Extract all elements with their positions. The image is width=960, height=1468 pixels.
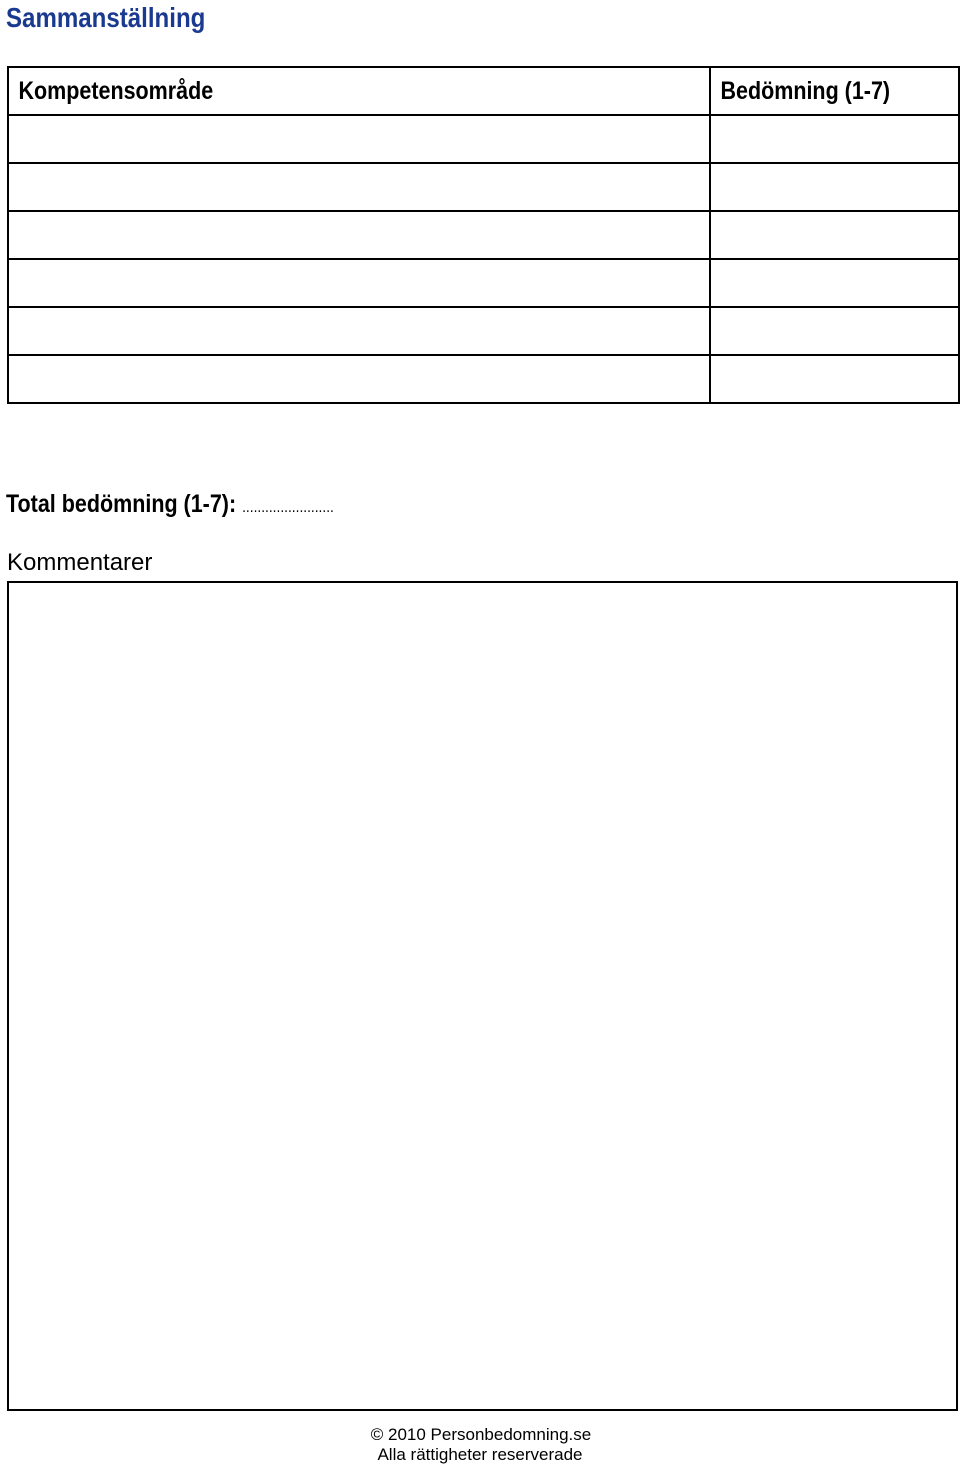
table-header-row [8, 67, 959, 115]
competence-area-cell[interactable] [8, 307, 710, 355]
footer-copyright: © 2010 Personbedomning.se [370, 1425, 592, 1444]
competence-area-cell[interactable] [8, 355, 710, 403]
table-row [8, 355, 959, 403]
comments-heading: Kommentarer [7, 549, 153, 576]
competence-area-cell[interactable] [8, 259, 710, 307]
competence-summary-table [7, 66, 960, 404]
total-rating-field[interactable]: ........................ [242, 499, 334, 516]
rating-cell[interactable] [710, 211, 959, 259]
total-rating-line [6, 486, 334, 526]
footer-rights: Alla rättigheter reserverade [377, 1445, 583, 1464]
competence-area-cell[interactable] [8, 115, 710, 163]
rating-cell[interactable] [710, 355, 959, 403]
table-row [8, 115, 959, 163]
total-rating-label: Total bedömning (1-7): [6, 490, 237, 518]
table-row [8, 259, 959, 307]
column-header-rating: Bedömning (1-7) [710, 67, 959, 115]
rating-cell[interactable] [710, 115, 959, 163]
competence-area-cell[interactable] [8, 163, 710, 211]
table-row [8, 307, 959, 355]
rating-cell[interactable] [710, 307, 959, 355]
rating-cell[interactable] [710, 163, 959, 211]
rating-cell[interactable] [710, 259, 959, 307]
table-row [8, 211, 959, 259]
table-row [8, 163, 959, 211]
page-title: Sammanställning [6, 2, 206, 33]
footer [0, 1425, 960, 1465]
comments-box[interactable] [7, 581, 958, 1411]
competence-area-cell[interactable] [8, 211, 710, 259]
column-header-competence-area: Kompetensområde [8, 67, 710, 115]
